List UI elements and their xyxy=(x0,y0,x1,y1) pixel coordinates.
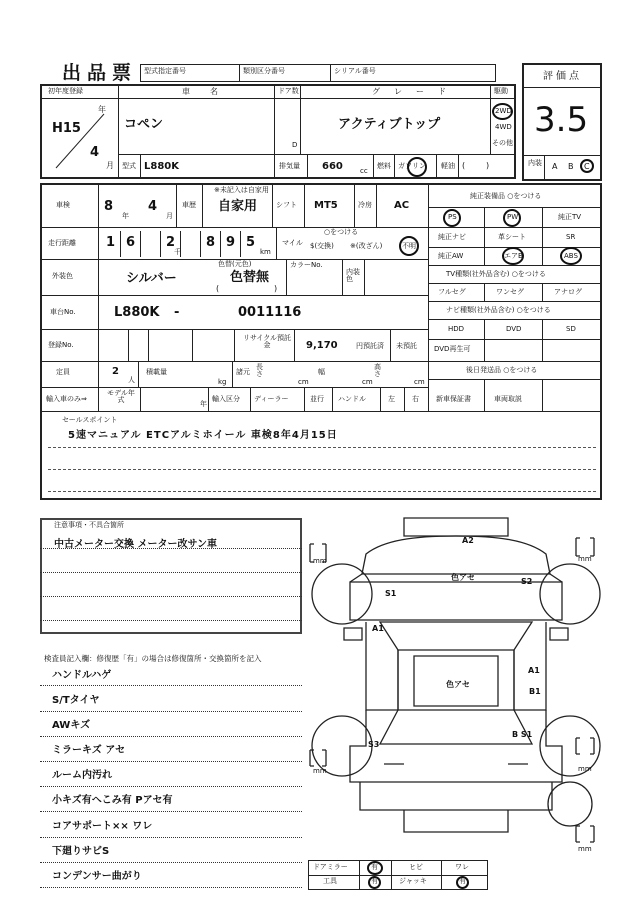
option-navi: 純正ナビ xyxy=(438,233,466,241)
width-label: 幅 xyxy=(318,368,325,376)
option-airbag: エアB xyxy=(504,252,523,260)
car-name: コペン xyxy=(124,117,164,132)
height-unit: cm xyxy=(414,378,425,386)
mileage-digit: 2 xyxy=(166,235,176,250)
interior-color-label: 内装色 xyxy=(346,268,360,283)
first-registration-month: 4 xyxy=(90,145,100,160)
option-pw-circle xyxy=(503,209,521,227)
date-slash xyxy=(52,106,112,172)
load-label: 積載量 xyxy=(146,368,167,376)
inspector-item: 下廻りサビS xyxy=(52,846,110,857)
diagram-label-b1: B1 xyxy=(529,687,541,696)
car-name-label: 車名 xyxy=(182,87,238,96)
capacity-unit: 人 xyxy=(128,376,135,384)
doors-label: ドア数 xyxy=(278,87,299,95)
interior-grade-label: 内装 xyxy=(528,159,542,167)
inspector-item: S/Tタイヤ xyxy=(52,695,100,706)
inspector-item: コンデンサー曲がり xyxy=(52,871,142,882)
jack-mark: 有 xyxy=(459,877,466,885)
first-registration-era: H15 xyxy=(52,121,81,136)
tv-title: TV種類(社外品含む) ○をつける xyxy=(446,270,546,278)
option-ps-circle xyxy=(443,209,461,227)
options-title: 純正装備品 ○をつける xyxy=(470,192,542,200)
first-registration-label: 初年度登録 xyxy=(48,87,83,95)
accessory-break: ワレ xyxy=(455,863,469,871)
inspector-item: ミラーキズ アセ xyxy=(52,745,126,756)
mileage-digit: 6 xyxy=(126,235,136,250)
class-label: 類別区分番号 xyxy=(243,67,285,75)
tv-oneseg: ワンセグ xyxy=(496,288,524,296)
mileage-tampered: ※(改ざん) xyxy=(350,242,383,250)
door-mirror-circle xyxy=(367,861,383,875)
registration-label: 登録No. xyxy=(48,341,74,349)
chassis-number: 0011116 xyxy=(238,305,302,320)
handle-label: ハンドル xyxy=(338,395,366,403)
notes-rule xyxy=(40,596,302,597)
notes-line1: 中古メーター交換 メーター改サン車 xyxy=(54,539,217,550)
navi-sd: SD xyxy=(566,325,576,333)
accessories-box xyxy=(308,860,488,890)
inspector-item: ハンドルハゲ xyxy=(52,670,112,681)
load-unit: kg xyxy=(218,378,227,386)
history-label: 車歴 xyxy=(182,201,196,209)
mileage-km: km xyxy=(260,248,271,256)
option-abs: ABS xyxy=(564,252,578,260)
recycle-label: リサイクル預託金 xyxy=(242,334,292,349)
color-change-label: 色替(元色) xyxy=(218,260,252,268)
navi-dvd: DVD xyxy=(506,325,522,333)
later-items-title: 後日発送品 ○をつける xyxy=(466,366,538,374)
mileage-circle-note: ○をつける xyxy=(324,228,359,236)
mileage-digit: 1 xyxy=(106,235,116,250)
inspector-rule xyxy=(40,761,302,762)
chassis-prefix: L880K xyxy=(114,305,160,320)
shift: MT5 xyxy=(314,200,338,211)
class-field xyxy=(239,64,331,82)
inspector-rule xyxy=(40,811,302,812)
evaluation-score: 3.5 xyxy=(534,100,589,140)
option-sr: SR xyxy=(566,233,576,241)
displacement-unit: cc xyxy=(360,167,368,175)
mileage-label: 走行距離 xyxy=(48,239,76,247)
diagram-label-b-s1: B S1 xyxy=(512,730,533,739)
tools-circle xyxy=(368,876,381,889)
notes-rule xyxy=(40,620,302,621)
tread-unit: mm xyxy=(313,767,327,775)
recycle-deposited: 円預託済 xyxy=(356,342,384,350)
page-title: 出品票 xyxy=(62,62,138,84)
later-warranty: 新車保証書 xyxy=(436,395,471,403)
drive-2wd: 2WD xyxy=(495,107,512,115)
diagram-label-a1-right: A1 xyxy=(528,666,540,675)
doors-mark: D xyxy=(292,141,298,149)
accessory-jack: ジャッキ xyxy=(399,877,427,885)
interior-grade-b: B xyxy=(568,162,574,171)
mileage-digit: 5 xyxy=(246,235,256,250)
mileage-thousand: 千 xyxy=(174,248,181,256)
option-airbag-circle xyxy=(502,247,524,265)
import-label: 輸入車のみ⇒ xyxy=(46,395,87,403)
accessory-tools: 工具 xyxy=(323,877,337,885)
history-note: ※未記入は自家用 xyxy=(214,186,269,194)
tread-unit: mm xyxy=(313,557,327,565)
color-number-label: カラーNo. xyxy=(290,261,323,269)
type-cert-label: 型式指定番号 xyxy=(144,67,186,75)
inspector-item: コアサポート×× ワレ xyxy=(52,821,153,832)
accessory-crack: ヒビ xyxy=(409,863,423,871)
interior-grade-c: C xyxy=(584,162,590,171)
inspection-month: 4 xyxy=(148,199,158,214)
mileage-digit: 9 xyxy=(226,235,236,250)
selling-points-label: セールスポイント xyxy=(62,416,118,424)
ac-label: 冷房 xyxy=(358,201,372,209)
recycle-not-deposited: 未預託 xyxy=(396,342,417,350)
tools-mark: 有 xyxy=(371,877,378,885)
width-unit: cm xyxy=(362,378,373,386)
inspector-item: AWキズ xyxy=(52,720,91,731)
option-tv: 純正TV xyxy=(558,213,582,221)
tread-unit: mm xyxy=(578,765,592,773)
drive-label: 駆動 xyxy=(494,87,508,95)
inspector-rule xyxy=(40,685,302,686)
tv-analog: アナログ xyxy=(554,288,582,296)
color-change: 色替無 xyxy=(230,270,270,285)
inspector-rule xyxy=(40,736,302,737)
ac: AC xyxy=(394,200,410,211)
inspection-label: 車検 xyxy=(56,201,70,209)
chassis-dash: - xyxy=(174,305,180,320)
length-unit: cm xyxy=(298,378,309,386)
tv-fullseg: フルセグ xyxy=(438,288,466,296)
diagram-label-fade-roof: 色アセ xyxy=(446,680,470,689)
model-year-label: モデル年式 xyxy=(107,389,135,404)
import-dealer: ディーラー xyxy=(254,395,289,403)
mile-label: マイル xyxy=(282,239,303,247)
option-abs-circle xyxy=(560,247,582,265)
option-ps: PS xyxy=(448,213,457,221)
evaluation-box xyxy=(522,63,602,181)
fuel-gasoline-circle xyxy=(407,157,427,177)
inspection-year: 8 xyxy=(104,199,114,214)
type-cert-field xyxy=(140,64,240,82)
serial-field xyxy=(330,64,496,82)
inspector-rule xyxy=(40,887,302,888)
drive-2wd-circle xyxy=(492,103,513,120)
details-box: 車検 8 年 4 月 車歴 ※未記入は自家用 自家用 シフト MT5 冷房 AC 走行距離 1 6 2 千 8 9 5 km マイル ○をつける $(交換) ※(改ざん) 不明 外装色 シルバー 色替(元色) 色替無 ( ) カラーNo. 内装色 車台No. L880K - 0011116 登録No. リサイクル預託金 9,170 円預託済 未預託 定員 2 人 積載量 kg 諸元 長さ cm 幅 cm 高さ cm 輸入車のみ⇒ モデル年式 年 輸入区分 ディーラー 並行 ハンドル 左 右 純正装備品 ○をつける PS PW 純正TV 純正ナビ 革シート SR 純正AW エアB ABS TV種類(社外品含む) ○をつける フルセグ ワンセグ アナログ ナビ種類(社外品含む) ○をつける HDD DVD SD DVD再生可 後日発送品 ○をつける 新車保証書 車両取説 セールスポイント 5速マニュアル ETCアルミホイール 車検8年4月15日 xyxy=(40,183,602,500)
model-label: 型式 xyxy=(122,162,136,170)
capacity: 2 xyxy=(112,366,119,377)
year-suffix: 年 xyxy=(98,105,106,114)
exterior-color: シルバー xyxy=(126,271,177,286)
mileage-unknown: 不明 xyxy=(402,242,416,250)
history: 自家用 xyxy=(218,199,258,214)
model-year-suffix: 年 xyxy=(200,400,207,408)
tread-unit: mm xyxy=(578,555,592,563)
inspector-item: 小キズ有へこみ有 Pアセ有 xyxy=(52,795,173,806)
later-manual: 車両取説 xyxy=(494,395,522,403)
notes-rule xyxy=(40,572,302,573)
drive-other: その他 xyxy=(492,139,513,147)
displacement-label: 排気量 xyxy=(279,162,300,170)
mileage-digit: 8 xyxy=(206,235,216,250)
exterior-color-label: 外装色 xyxy=(52,272,73,280)
inspector-rule xyxy=(40,837,302,838)
mileage-exchange: $(交換) xyxy=(310,242,334,250)
dvd-player: DVD再生可 xyxy=(434,345,471,353)
interior-grade-a: A xyxy=(552,162,558,171)
accessory-door-mirror: ドアミラー xyxy=(313,863,348,871)
shift-label: シフト xyxy=(276,201,297,209)
grade-label: グレード xyxy=(372,87,460,96)
inspector-item: ルーム内汚れ xyxy=(52,770,112,781)
diagram-label-a1-left: A1 xyxy=(372,624,384,633)
import-parallel: 並行 xyxy=(310,395,324,403)
notes-rule xyxy=(40,548,302,549)
navi-hdd: HDD xyxy=(448,325,465,333)
selling-points-text: 5速マニュアル ETCアルミホイール 車検8年4月15日 xyxy=(68,430,338,441)
drive-4wd: 4WD xyxy=(495,123,512,131)
navi-title: ナビ種類(社外品含む) ○をつける xyxy=(446,306,551,314)
dimensions-label: 諸元 xyxy=(236,368,250,376)
diagram-label-a2: A2 xyxy=(462,536,474,545)
diagram-label-s2: S2 xyxy=(521,577,533,586)
tread-unit: mm xyxy=(578,845,592,853)
jack-circle xyxy=(456,876,469,889)
inspection-year-suffix: 年 xyxy=(122,212,129,220)
notes-box xyxy=(40,518,302,634)
option-pw: PW xyxy=(507,213,519,221)
inspector-rule xyxy=(40,862,302,863)
displacement: 660 xyxy=(322,161,343,172)
mileage-unknown-circle xyxy=(399,236,419,256)
diagram-label-fade-front: 色アセ xyxy=(451,573,475,582)
serial-label: シリアル番号 xyxy=(334,67,376,75)
diagram-label-s1: S1 xyxy=(385,589,397,598)
inspector-rule xyxy=(40,711,302,712)
inspection-month-suffix: 月 xyxy=(166,212,173,220)
height-label: 高さ xyxy=(374,363,381,378)
handle-right: 右 xyxy=(412,395,419,403)
fuel-diesel: 軽油 xyxy=(441,162,455,170)
model-code: L880K xyxy=(144,161,179,172)
month-suffix: 月 xyxy=(106,161,114,170)
inspector-rule xyxy=(40,786,302,787)
grade: アクティブトップ xyxy=(338,117,441,132)
recycle-amount: 9,170 xyxy=(306,340,338,351)
fuel-label: 燃料 xyxy=(377,162,391,170)
inspector-label: 検査員記入欄：修復歴「有」の場合は修復箇所・交換箇所を記入 xyxy=(44,654,262,663)
import-division-label: 輸入区分 xyxy=(212,395,240,403)
diagram-label-s3: S3 xyxy=(368,740,380,749)
capacity-label: 定員 xyxy=(56,368,70,376)
interior-grade-circle xyxy=(580,159,594,173)
notes-label: 注意事項・不具合箇所 xyxy=(54,521,124,529)
length-label: 長さ xyxy=(256,363,263,378)
vehicle-basic-box: 初年度登録 H15 年 4 月 車名 コペン ドア数 D グレード アクティブトップ 駆動 2WD 4WD その他 型式 L880K 排気量 660 cc 燃料 ガソリン 軽油 ( ) xyxy=(40,84,516,179)
handle-left: 左 xyxy=(388,395,395,403)
option-leather: 革シート xyxy=(498,233,526,241)
option-aw: 純正AW xyxy=(438,252,464,260)
evaluation-label: 評価点 xyxy=(543,71,582,82)
fuel-gasoline: ガソリン xyxy=(398,162,426,170)
door-mirror-mark: 有 xyxy=(371,863,378,871)
chassis-label: 車台No. xyxy=(50,308,76,316)
